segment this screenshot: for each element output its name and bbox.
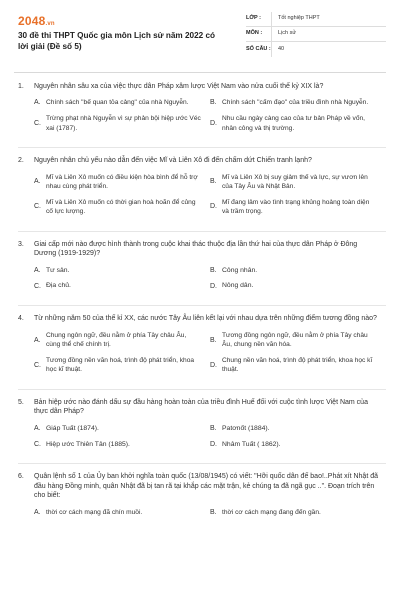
answer-option[interactable] (34, 331, 210, 350)
question (18, 156, 386, 232)
answer-option[interactable] (34, 98, 210, 108)
logo-suffix: .vn (45, 21, 55, 27)
question-divider (18, 305, 386, 306)
answer-option[interactable] (210, 508, 386, 518)
option-text: Chung nền văn hoá, trình độ phát triển, khoa học kĩ thuật. (222, 356, 373, 374)
option-text: Chính sách "bế quan tỏa cảng" của nhà Nguyễn. (46, 99, 189, 107)
option-text: Mĩ và Liên Xô muốn có thời gian hoà hoãn để củng cố lực lượng. (46, 198, 196, 216)
option-text: Mĩ và Liên Xô bị suy giảm thế và lực, sự vươn lên của Tây Âu và Nhật Bản. (222, 173, 368, 191)
answer-option[interactable] (34, 508, 210, 518)
option-text: Nhâm Tuất ( 1862). (222, 440, 281, 448)
question (18, 314, 386, 390)
answer-option[interactable] (34, 356, 210, 375)
meta-key: MÔN : (246, 30, 263, 37)
answer-option[interactable] (34, 114, 210, 133)
option-text: Tương đồng ngôn ngữ, đều nằm ở phía Tây châu Âu, chung nền văn hóa. (222, 331, 368, 349)
question-text: Quân lệnh số 1 của Ủy ban khởi nghĩa toàn quốc (13/08/1945) có viết: "Hỡi quốc dân đế bao!..Phát xít Nhật đã đầu hàng Đồng minh, quân Nhật đã bị tan rã tại khắp các mặt trận, kẻ chúng ta đã ngã gục ..". Đoạn trích trên cho biết: (34, 473, 378, 500)
option-text: Mĩ và Liên Xô muốn có điều kiện hòa bình để hỗ trợ nhau cùng phát triển. (46, 173, 198, 191)
option-list (18, 173, 386, 223)
answer-option[interactable] (34, 440, 210, 450)
option-text: Hiệp ước Thiên Tân (1885). (46, 440, 130, 448)
meta-value: 40 (271, 42, 386, 57)
question-number: 4. (18, 315, 24, 323)
question-number: 6. (18, 473, 24, 481)
option-letter: B. (210, 99, 217, 107)
option-letter: D. (210, 282, 217, 290)
option-letter: A. (34, 99, 41, 107)
meta-key: LỚP : (246, 15, 261, 22)
option-list (18, 424, 386, 456)
answer-option[interactable] (210, 198, 386, 217)
option-letter: B. (210, 336, 217, 344)
question (18, 82, 386, 148)
question-divider (18, 147, 386, 148)
option-list (18, 266, 386, 298)
meta-row-count (246, 42, 386, 57)
option-text: Trừng phạt nhà Nguyễn vì sự phản bội hiệp ước Véc xai (1787). (46, 114, 201, 132)
option-list (18, 508, 386, 524)
question-text: Bản hiệp ước nào đánh dấu sự đầu hàng hoàn toàn của triều đình Huế đối với cuộc tình lược Việt Nam của thực dân Pháp? (34, 398, 368, 416)
option-text: Mĩ đang lâm vào tình trạng khủng hoảng toàn diện và trầm trọng. (222, 198, 370, 216)
answer-option[interactable] (210, 424, 386, 434)
option-text: Giáp Tuất (1874). (46, 424, 99, 432)
meta-row-class (246, 12, 386, 27)
option-text: Tương đồng nền văn hoá, trình độ phát triển, khoa học kĩ thuật. (46, 356, 195, 374)
meta-value: Tốt nghiệp THPT (271, 12, 386, 26)
option-text: thời cơ cách mạng đang đến gần. (222, 508, 321, 516)
option-text: Patơnốt (1884). (222, 424, 270, 432)
option-letter: D. (210, 203, 217, 211)
question (18, 472, 386, 523)
answer-option[interactable] (210, 281, 386, 291)
question-text: Từ những năm 50 của thế kỉ XX, các nước Tây Âu liên kết lại với nhau dựa trên những điểm tương đồng nào? (34, 315, 377, 323)
option-letter: A. (34, 178, 41, 186)
header-divider (14, 72, 386, 73)
question-divider (18, 231, 386, 232)
option-text: Chung ngôn ngữ, đều nằm ở phía Tây châu Âu, cùng thể chế chính trị. (46, 331, 187, 349)
option-letter: B. (210, 266, 217, 274)
option-letter: C. (34, 361, 41, 369)
question-text: Nguyên nhân chủ yếu nào dẫn đến việc Mĩ và Liên Xô đi đến chấm dứt Chiến tranh lạnh? (34, 157, 312, 165)
option-letter: D. (210, 440, 217, 448)
option-letter: A. (34, 424, 41, 432)
question (18, 398, 386, 465)
option-text: Tư sản. (46, 266, 70, 274)
answer-option[interactable] (34, 424, 210, 434)
meta-table (246, 12, 386, 57)
answer-option[interactable] (210, 266, 386, 276)
answer-option[interactable] (34, 173, 210, 192)
option-text: Công nhân. (222, 266, 258, 274)
option-letter: B. (210, 424, 217, 432)
answer-option[interactable] (34, 266, 210, 276)
answer-option[interactable] (210, 98, 386, 108)
option-list (18, 331, 386, 381)
answer-option[interactable] (210, 331, 386, 350)
meta-value: Lịch sử (271, 27, 386, 41)
logo-text: 2048 (18, 14, 46, 28)
option-letter: D. (210, 361, 217, 369)
meta-key: SỐ CÂU : (246, 45, 271, 52)
question-number: 1. (18, 83, 24, 90)
option-letter: A. (34, 266, 41, 274)
option-text: Nhu cầu ngày càng cao của tư bản Pháp về vốn, nhân công và thị trường. (222, 114, 365, 132)
question-text: Giai cấp mới nào được hình thành trong cuộc khai thác thuộc địa lần thứ hai của thực dân Pháp ở Đông Dương (1919-1929)? (34, 240, 358, 258)
answer-option[interactable] (210, 356, 386, 375)
answer-option[interactable] (34, 198, 210, 217)
option-letter: B. (210, 178, 217, 186)
question-divider (18, 463, 386, 464)
option-text: thời cơ cách mạng đã chín muồi. (46, 508, 143, 516)
option-letter: C. (34, 119, 41, 127)
question (18, 240, 386, 307)
option-letter: B. (210, 508, 217, 516)
answer-option[interactable] (210, 440, 386, 450)
option-letter: C. (34, 203, 41, 211)
option-letter: C. (34, 440, 41, 448)
option-text: Chính sách "cấm đạo" của triều đình nhà Nguyễn. (222, 99, 369, 107)
option-list (18, 98, 386, 139)
question-list (18, 82, 386, 530)
answer-option[interactable] (210, 173, 386, 192)
meta-row-subject (246, 27, 386, 42)
option-letter: A. (34, 336, 41, 344)
answer-option[interactable] (210, 114, 386, 133)
question-text: Nguyên nhân sâu xa của việc thực dân Pháp xâm lược Việt Nam vào nửa cuối thế kỷ XIX là? (34, 83, 324, 90)
question-number: 2. (18, 157, 24, 165)
option-letter: D. (210, 119, 217, 127)
question-divider (18, 389, 386, 390)
option-text: Địa chủ. (46, 282, 71, 290)
option-letter: A. (34, 508, 41, 516)
document-header (18, 10, 384, 72)
page-title: 30 đề thi THPT Quốc gia môn Lịch sử năm 2022 có lời giải (Đề số 5) (18, 31, 216, 52)
option-text: Nông dân. (222, 282, 254, 290)
answer-option[interactable] (34, 281, 210, 291)
question-number: 5. (18, 398, 24, 406)
question-number: 3. (18, 240, 24, 248)
site-logo[interactable] (18, 13, 55, 29)
option-letter: C. (34, 282, 41, 290)
